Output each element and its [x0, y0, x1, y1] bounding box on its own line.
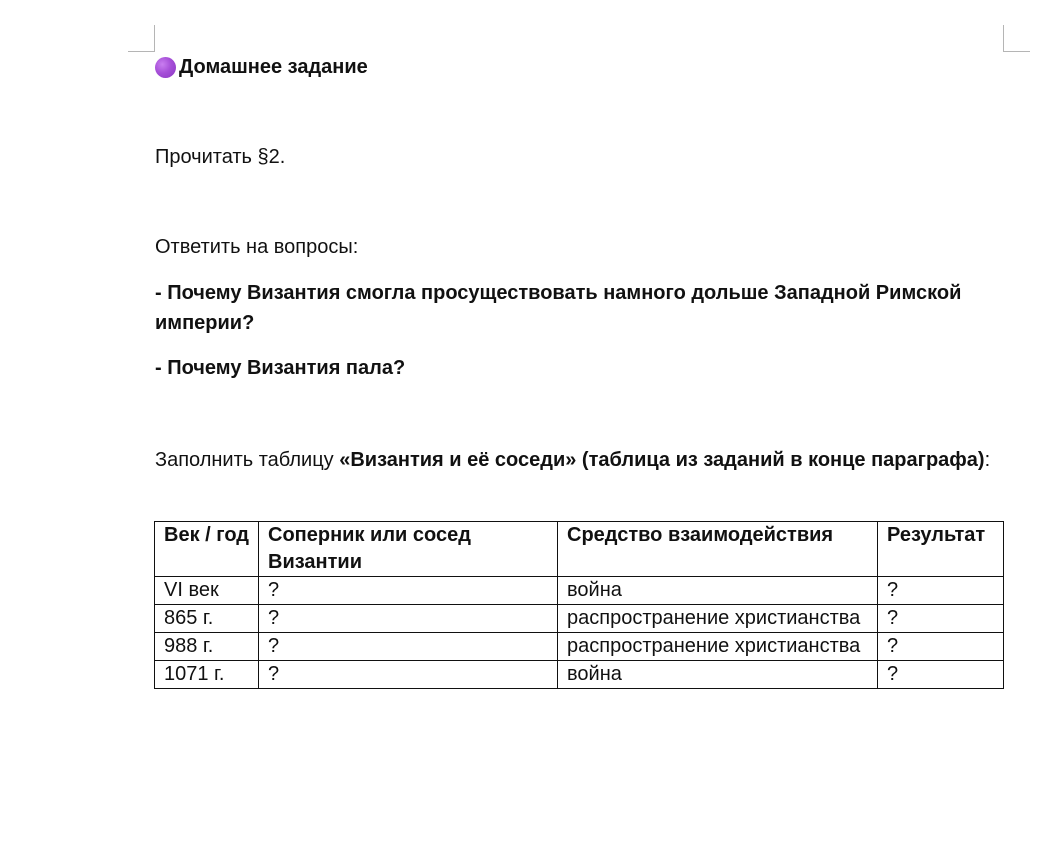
cell-century-year: 1071 г.: [155, 661, 259, 689]
table-row: [155, 577, 1004, 605]
table-row: [155, 633, 1004, 661]
cell-interaction-means: война: [558, 661, 878, 689]
cell-century-year: 865 г.: [155, 605, 259, 633]
cell-rival-neighbor: ?: [259, 605, 558, 633]
table-task-suffix: :: [984, 449, 991, 471]
cell-result: ?: [878, 661, 1004, 689]
cell-interaction-means: распространение христианства: [558, 605, 878, 633]
page-margin-corner-left: [128, 25, 155, 52]
question-2: - Почему Византия пала?: [155, 357, 406, 379]
table-task-prefix: Заполнить таблицу: [155, 449, 340, 471]
homework-title: [155, 52, 1005, 82]
cell-result: ?: [878, 633, 1004, 661]
cell-century-year: 988 г.: [155, 633, 259, 661]
header-interaction-means: Средство взаимодействия: [558, 522, 878, 577]
header-rival-neighbor: Соперник или сосед Византии: [259, 522, 558, 577]
cell-rival-neighbor: ?: [259, 661, 558, 689]
page-margin-corner-right: [1003, 25, 1030, 52]
cell-result: ?: [878, 605, 1004, 633]
cell-rival-neighbor: ?: [259, 577, 558, 605]
read-task: Прочитать §2.: [155, 146, 286, 168]
header-century-year: Век / год: [155, 522, 259, 577]
table-header-row: [155, 522, 1004, 577]
table-row: [155, 661, 1004, 689]
cell-interaction-means: распространение христианства: [558, 633, 878, 661]
cell-century-year: VI век: [155, 577, 259, 605]
cell-interaction-means: война: [558, 577, 878, 605]
purple-circle-icon: [155, 57, 176, 78]
homework-title-text: Домашнее задание: [179, 56, 368, 78]
table-task: [155, 445, 1005, 475]
answer-heading: Ответить на вопросы:: [155, 236, 359, 258]
cell-result: ?: [878, 577, 1004, 605]
table-row: [155, 605, 1004, 633]
byzantium-neighbors-table: [154, 521, 1004, 689]
question-1: - Почему Византия смогла просуществовать намного дольше Западной Римской империи?: [155, 282, 962, 334]
table-task-title: «Византия и её соседи» (таблица из заданий в конце параграфа): [339, 449, 985, 471]
header-result: Результат: [878, 522, 1004, 577]
cell-rival-neighbor: ?: [259, 633, 558, 661]
